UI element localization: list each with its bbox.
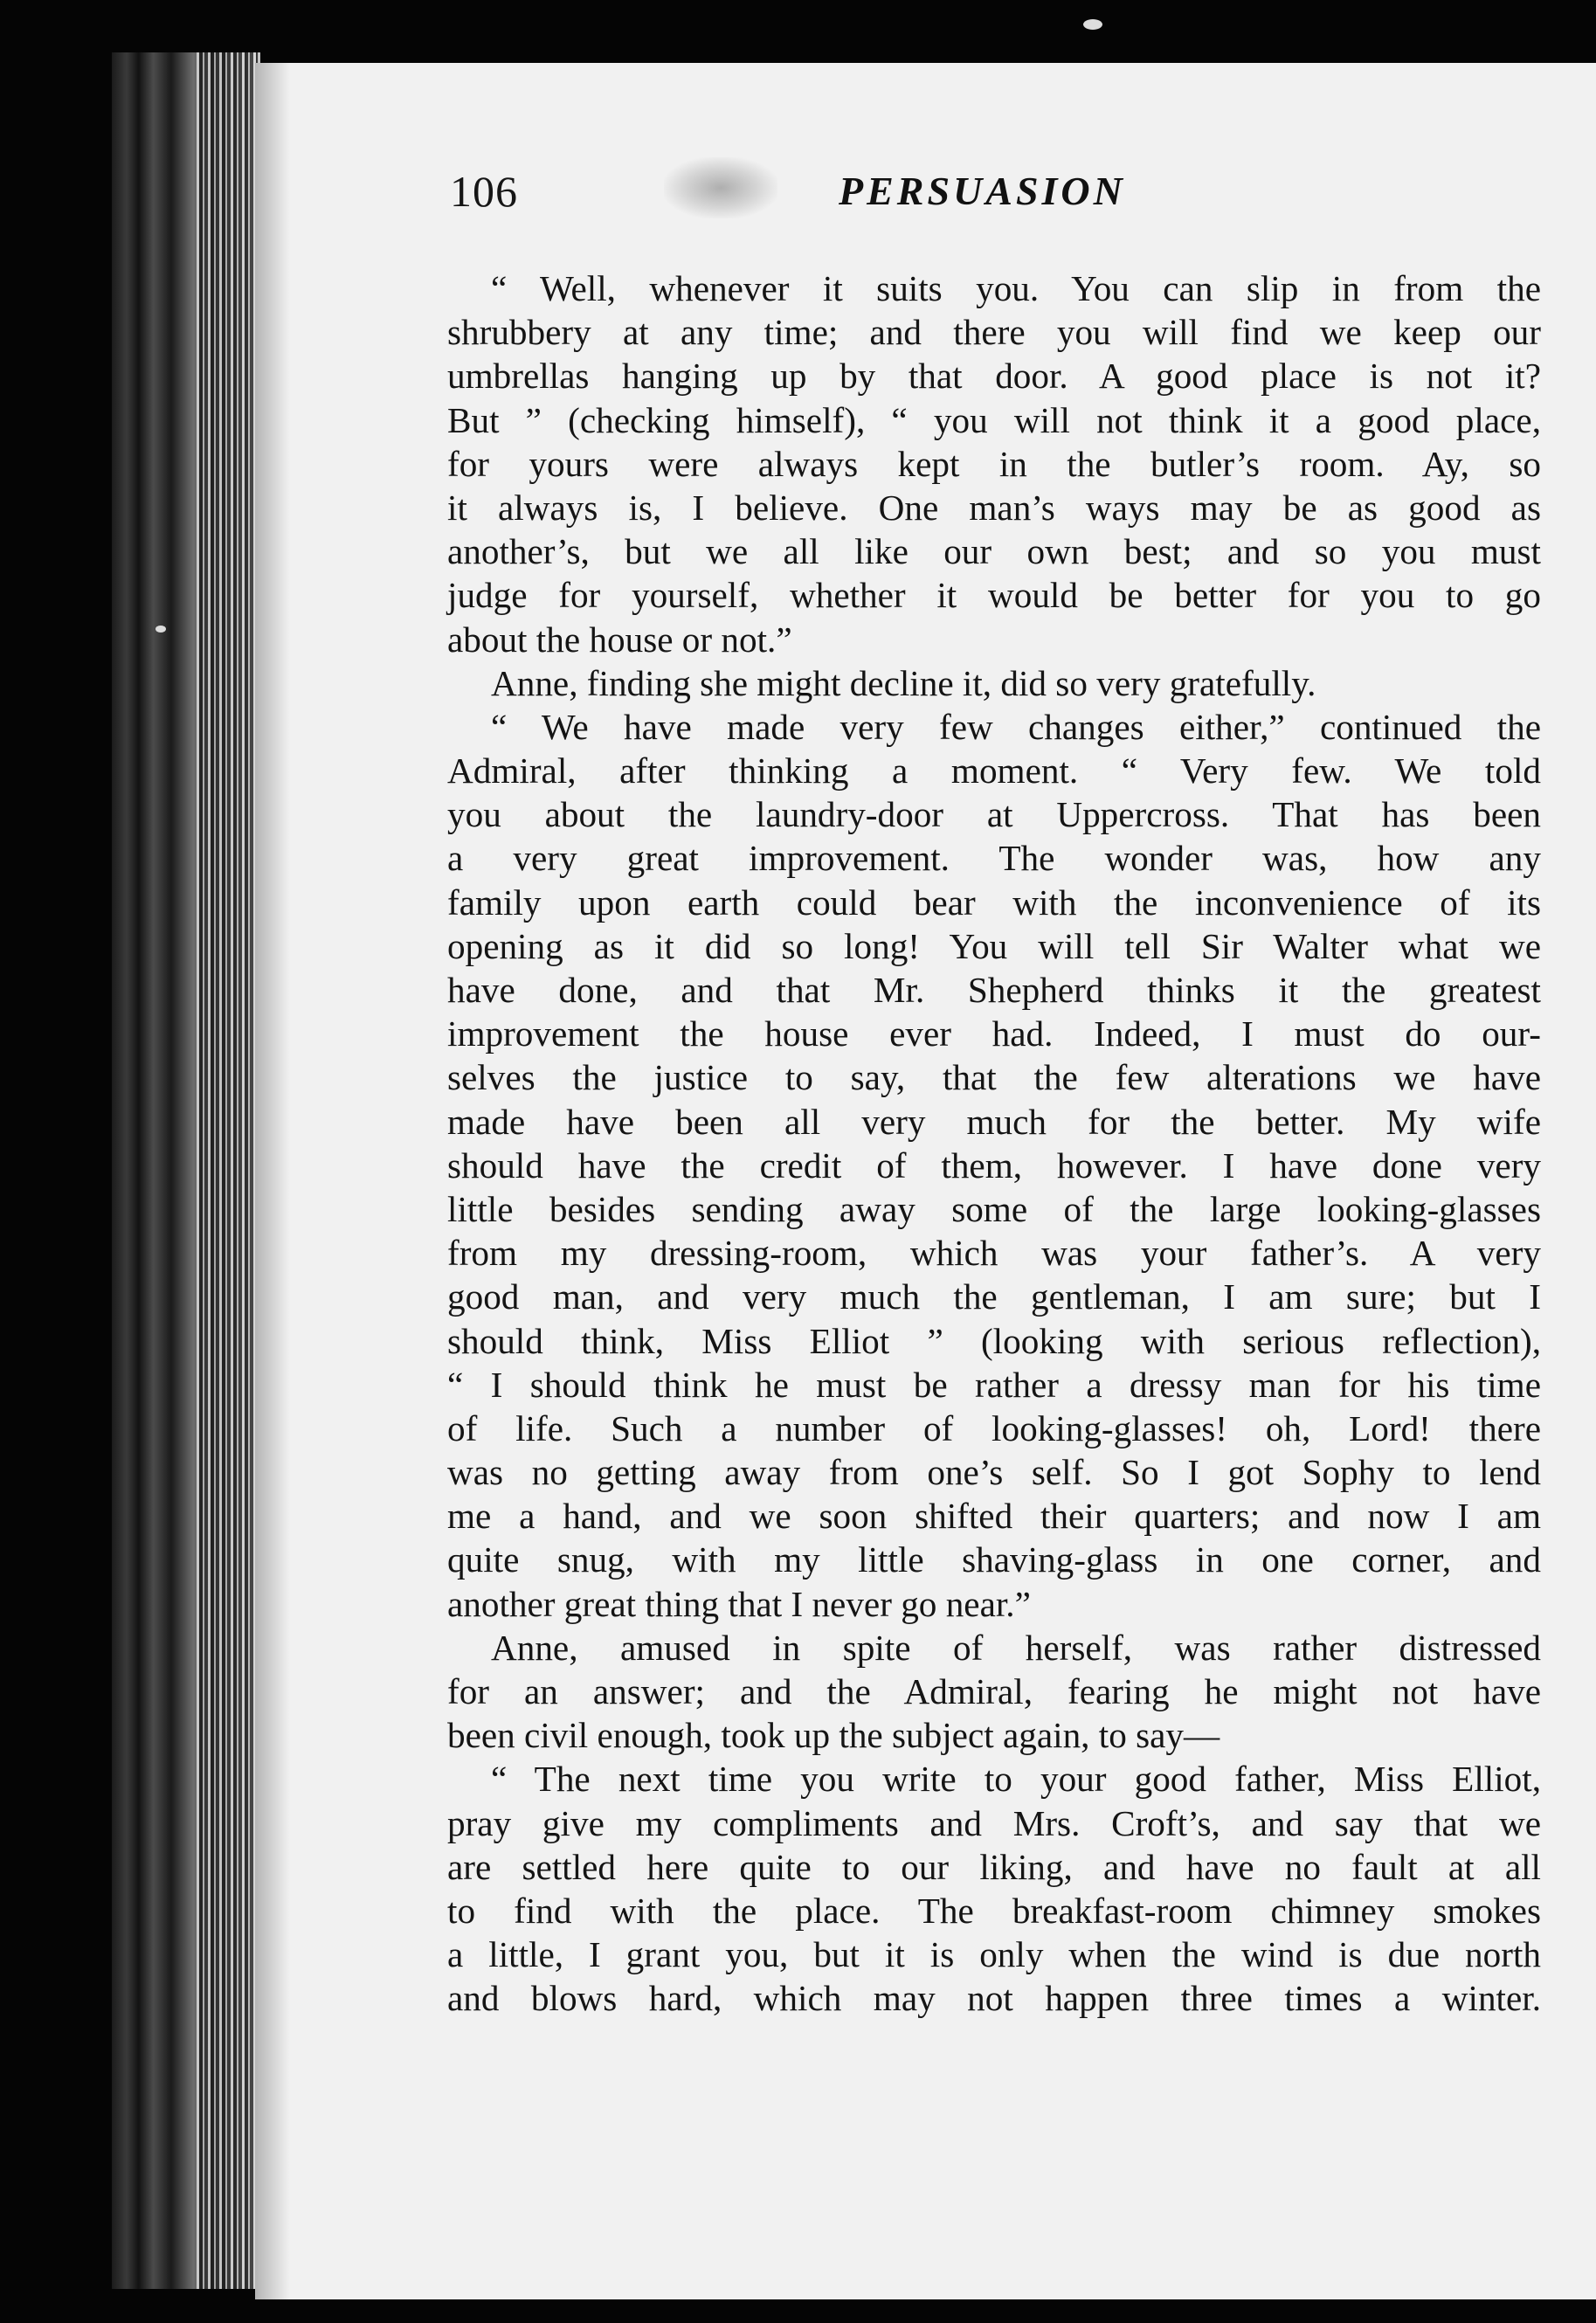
text-line: improvement the house ever had. Indeed, I must do our- — [447, 1013, 1541, 1054]
text-line: umbrellas hanging up by that door. A good place is not it? — [447, 356, 1541, 397]
text-line: “ I should think he must be rather a dressy man for his time — [447, 1364, 1541, 1405]
text-line: “ The next time you write to your good father, Miss Elliot, — [491, 1759, 1541, 1800]
text-line: was no getting away from one’s self. So I got Sophy to lend — [447, 1452, 1541, 1493]
text-line: But ” (checking himself), “ you will not think it a good place, — [447, 399, 1541, 440]
text-line: “ Well, whenever it suits you. You can slip in from the — [491, 268, 1541, 308]
scan-speck — [1083, 19, 1102, 30]
text-line: it always is, I believe. One man’s ways may be as good as — [447, 487, 1541, 528]
text-line: should think, Miss Elliot ” (looking with serious reflection), — [447, 1320, 1541, 1361]
ink-smudge — [664, 157, 777, 218]
text-line: family upon earth could bear with the inconvenience of its — [447, 881, 1541, 923]
text-line: quite snug, with my little shaving-glass in one corner, and — [447, 1539, 1541, 1580]
text-line: a very great improvement. The wonder was, how any — [447, 838, 1541, 879]
text-line: me a hand, and we soon shifted their quarters; and now I am — [447, 1496, 1541, 1537]
text-line: for yours were always kept in the butler’s room. Ay, so — [447, 443, 1541, 484]
text-line: opening as it did so long! You will tell Sir Walter what we — [447, 925, 1541, 966]
text-line: Anne, finding she might decline it, did so very gratefully. — [491, 662, 1316, 703]
scan-speck — [155, 626, 166, 633]
text-line: another’s, but we all like our own best; and so you must — [447, 531, 1541, 572]
text-line: selves the justice to say, that the few alterations we have — [447, 1057, 1541, 1098]
text-line: about the house or not.” — [447, 619, 792, 660]
page-header — [450, 166, 1542, 236]
text-line: for an answer; and the Admiral, fearing he might not have — [447, 1671, 1541, 1711]
page-gutter-shadow — [255, 63, 290, 2299]
text-line: should have the credit of them, however. I have done very — [447, 1144, 1541, 1186]
text-line: pray give my compliments and Mrs. Croft’s, and say that we — [447, 1802, 1541, 1843]
text-line: to find with the place. The breakfast-room chimney smokes — [447, 1890, 1541, 1931]
running-title: PERSUASION — [839, 169, 1126, 213]
text-line: you about the laundry-door at Uppercross. That has been — [447, 794, 1541, 835]
text-line: and blows hard, which may not happen three times a winter. — [447, 1978, 1541, 2019]
page-text — [447, 266, 1541, 2021]
text-line: judge for yourself, whether it would be better for you to go — [447, 575, 1541, 616]
page-number: 106 — [450, 167, 518, 216]
text-line: from my dressing-room, which was your father’s. A very — [447, 1233, 1541, 1274]
text-line: have done, and that Mr. Shepherd thinks it the greatest — [447, 970, 1541, 1010]
text-line: little besides sending away some of the large looking-glasses — [447, 1188, 1541, 1229]
text-line: Admiral, after thinking a moment. “ Very few. We told — [447, 750, 1541, 792]
text-line: Anne, amused in spite of herself, was rather distressed — [491, 1627, 1541, 1668]
text-line: made have been all very much for the better. My wife — [447, 1101, 1541, 1142]
text-line: are settled here quite to our liking, and have no fault at all — [447, 1846, 1541, 1887]
page-edges-stack — [197, 52, 258, 2289]
text-line: of life. Such a number of looking-glasses! oh, Lord! there — [447, 1407, 1541, 1448]
text-line: been civil enough, took up the subject again, to say— — [447, 1715, 1220, 1756]
text-line: a little, I grant you, but it is only when the wind is due north — [447, 1934, 1541, 1975]
text-line: “ We have made very few changes either,” continued the — [491, 706, 1541, 747]
text-line: good man, and very much the gentleman, I am sure; but I — [447, 1276, 1541, 1317]
text-line: shrubbery at any time; and there you will find we keep our — [447, 312, 1541, 353]
text-line: another great thing that I never go near.” — [447, 1583, 1031, 1624]
